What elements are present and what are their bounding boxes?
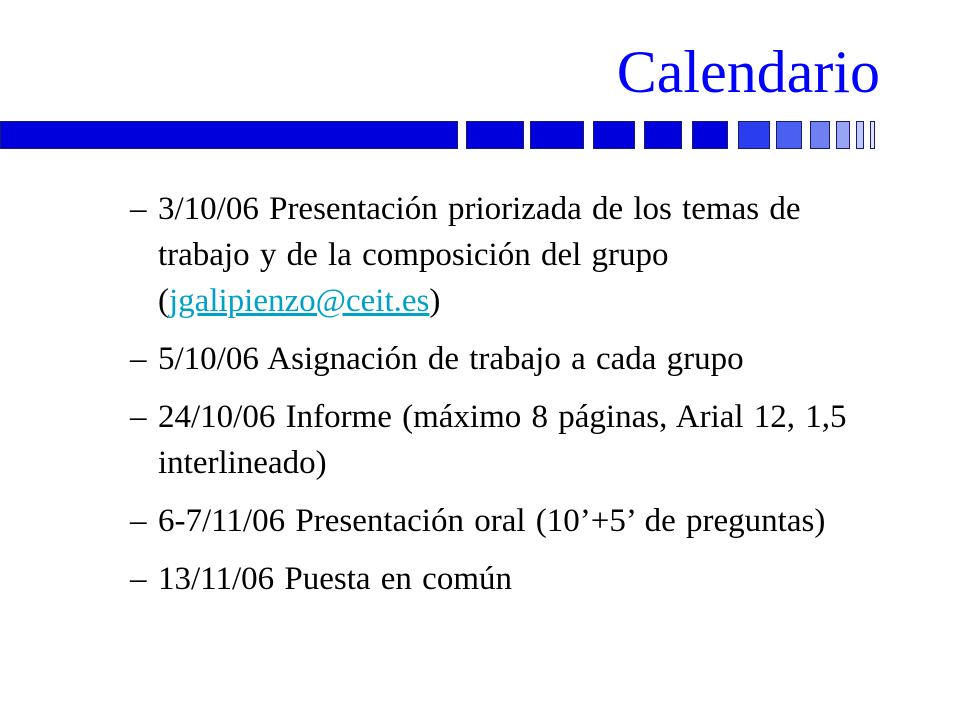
item-text-after: ) — [429, 283, 441, 319]
item-text: Puesta en común — [274, 561, 512, 597]
bullet-dash: – — [130, 561, 147, 597]
bar-segment — [856, 121, 864, 149]
title-decorative-bar — [0, 0, 960, 160]
item-text: Presentación priorizada de los temas de trabajo y de la composición del grupo ( — [158, 191, 801, 319]
email-link[interactable]: jgalipienzo@ceit.es — [169, 283, 430, 319]
item-text: Asignación de trabajo a cada grupo — [258, 341, 744, 377]
bar-segment — [692, 121, 728, 149]
item-date: 13/11/06 — [158, 561, 275, 597]
bullet-dash: – — [130, 191, 147, 227]
bullet-dash: – — [130, 399, 147, 435]
list-item — [130, 336, 890, 382]
list-item — [130, 186, 890, 324]
item-text: Presentación oral (10’+5’ de preguntas) — [285, 503, 826, 539]
list-item — [130, 394, 890, 486]
slide-title: Calendario — [616, 39, 880, 105]
list-item — [130, 556, 890, 602]
bar-segment — [593, 121, 635, 149]
bar-segment — [776, 121, 802, 149]
calendar-list — [130, 186, 890, 614]
bar-segment — [466, 121, 524, 149]
bar-segment — [644, 121, 682, 149]
bullet-dash: – — [130, 341, 147, 377]
list-item — [130, 498, 890, 544]
bar-segment — [810, 121, 830, 149]
bar-segment — [530, 121, 584, 149]
item-date: 6-7/11/06 — [158, 503, 286, 539]
bar-segment — [836, 121, 850, 149]
item-date: 24/10/06 — [158, 399, 276, 435]
bar-segment — [738, 121, 770, 149]
bullet-dash: – — [130, 503, 147, 539]
item-text: Informe (máximo 8 páginas, Arial 12, 1,5 interlineado) — [158, 399, 847, 481]
item-date: 3/10/06 — [158, 191, 259, 227]
item-date: 5/10/06 — [158, 341, 259, 377]
bar-segment-main — [0, 121, 458, 149]
bar-segment — [870, 121, 875, 149]
